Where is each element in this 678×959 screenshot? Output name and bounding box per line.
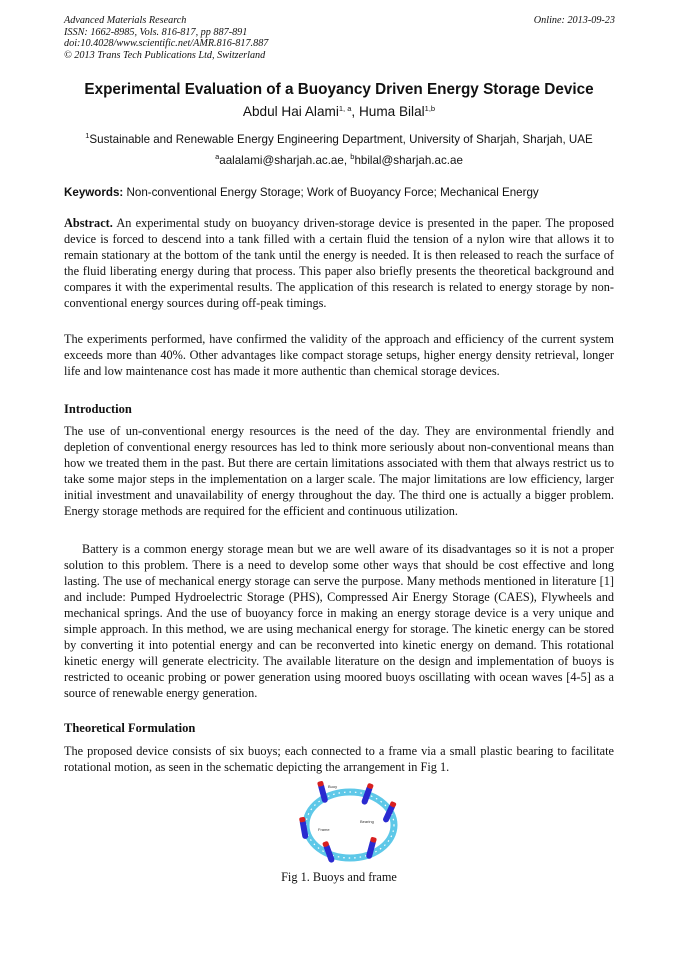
- affiliation-number: 1: [85, 131, 90, 140]
- keywords-text: Non-conventional Energy Storage; Work of Buoyancy Force; Mechanical Energy: [123, 186, 539, 199]
- affiliation-text: Sustainable and Renewable Energy Engineering Department, University of Sharjah, Sharjah, UAE: [89, 133, 593, 146]
- author-2-affil: 1,b: [424, 104, 436, 113]
- author-2: Huma Bilal: [358, 104, 425, 119]
- journal-name: Advanced Materials Research: [64, 15, 187, 26]
- bearing-label: Bearing: [360, 819, 374, 824]
- theory-paragraph-1: The proposed device consists of six buoys; each connected to a frame via a small plastic bearing to facilitate rotational motion, as seen in the schematic depicting the arrangement in Fig 1.: [64, 744, 614, 774]
- email-b[interactable]: hbilal@sharjah.ac.ae: [354, 154, 463, 167]
- frame-label: Frame: [318, 827, 330, 832]
- email-b-mark: b: [350, 152, 355, 161]
- buoy-6: [366, 837, 377, 860]
- buoys-frame-diagram: [298, 775, 408, 871]
- abstract-paragraph-1: [64, 215, 614, 311]
- introduction-paragraph-1: The use of un-conventional energy resources is the need of the day. They are environmental friendly and depletion of conventional energy resources has led to think more seriously about non-conventional means than how we treated them in the past. But there are certain limitations associated with them that always restrict us to take some major steps in the implementation on a larger scale. The major limitations are low efficiency, larger initial investment and unavailability of energy throughout the day. The third one is actually a bigger problem. Energy storage methods are required for the efficient and continuous utilization.: [64, 424, 614, 518]
- abstract-paragraph-2: The experiments performed, have confirmed the validity of the approach and efficiency of the current system exceeds more than 40%. Other advantages like compact storage setups, higher energy density retrieval, longer life and low maintenance cost has made it more authentic than chemical storage devices.: [64, 332, 614, 378]
- introduction-paragraph-2: Battery is a common energy storage mean but we are well aware of its disadvantages so it is not a proper solution to this problem. There is a need to develop some other ways that should be cost effective and long lasting. The use of mechanical energy storage can serve the purpose. Many methods mentioned in literature [1] and include: Pumped Hydroelectric Storage (PHS), Compressed Air Energy Storage (CAES), Flywheels and mechanical springs. And the use of buoyancy force in making an energy storage device is a very unique and simple approach. In this method, we are using mechanical energy for storage. The kinetic energy can be stored by converting it into potential energy and can be reconverted into kinetic energy on demand. This rotational kinetic energy will generate electricity. The available literature on the design and implementation of buoys is restricted to oceanic probing or power generation using moored buoys oscillating with ocean waves [4-5] as a source of renewable energy generation.: [64, 542, 614, 700]
- paper-title: Experimental Evaluation of a Buoyancy Driven Energy Storage Device: [84, 81, 594, 98]
- author-1: Abdul Hai Alami: [242, 104, 339, 119]
- email-a[interactable]: aalalami@sharjah.ac.ae,: [219, 154, 351, 167]
- author-separator: ,: [351, 104, 359, 119]
- online-date: Online: 2013-09-23: [533, 15, 615, 26]
- figure-caption: Fig 1. Buoys and frame: [281, 870, 397, 884]
- buoy-label: Buoy: [328, 784, 338, 789]
- frame-ring-holes: [306, 792, 394, 858]
- keywords-label: Keywords:: [64, 186, 124, 199]
- buoys-frame-figure: [298, 775, 408, 871]
- doi-line: doi:10.4028/www.scientific.net/AMR.816-817.887: [64, 38, 269, 50]
- email-line: [0, 152, 678, 167]
- introduction-heading: Introduction: [64, 402, 132, 416]
- keywords: [64, 186, 624, 199]
- author-line: [0, 104, 678, 119]
- journal-header: [64, 15, 268, 61]
- abstract-text-1: An experimental study on buoyancy driven-storage device is presented in the paper. The proposed device is forced to descend into a tank filled with a certain fluid the tension of a nylon wire that allows it to remain stationary at the bottom of the tank until the energy is needed. It is then released to reach the surface of the fluid liberating energy during that process. This paper also briefly presents the theoretical background and compares it with the experimental results. The application of this research is related to energy storage by non-conventional energy sources during off-peak timings.: [64, 216, 614, 310]
- theory-heading: Theoretical Formulation: [64, 721, 196, 735]
- copyright-line: © 2013 Trans Tech Publications Ltd, Switzerland: [64, 49, 266, 61]
- email-a-mark: a: [215, 152, 220, 161]
- affiliation: [0, 131, 678, 146]
- author-1-affil: 1, a: [338, 104, 352, 113]
- abstract-label: Abstract.: [64, 216, 113, 230]
- issn-line: ISSN: 1662-8985, Vols. 816-817, pp 887-891: [64, 26, 248, 38]
